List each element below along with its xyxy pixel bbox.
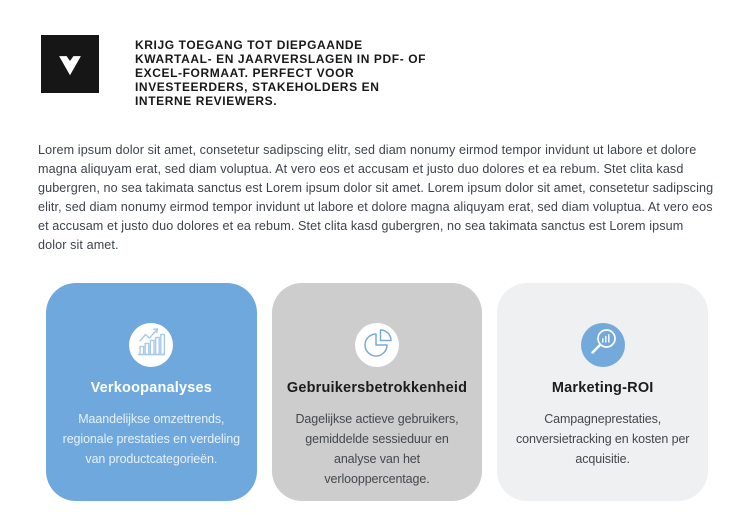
feature-cards-row — [46, 283, 708, 501]
page-title-line: KRIJG TOEGANG TOT DIEPGAANDE — [135, 38, 363, 52]
icon-circle — [129, 323, 173, 367]
icon-circle — [355, 323, 399, 367]
page-header — [0, 0, 750, 108]
logo[interactable] — [41, 35, 99, 93]
card-body: Maandelijkse omzettrends, regionale prestaties en verdeling van productcategorieën. — [62, 412, 241, 466]
intro-paragraph: Lorem ipsum dolor sit amet, consetetur sadipscing elitr, sed diam nonumy eirmod tempor invidunt ut labore et dolore magna aliquyam erat, sed diam voluptua. At vero eos et accusam et justo duo dolores et ea rebum. Stet clita kasd gubergren, no sea takimata sanctus est Lorem ipsum dolor sit amet. Lorem ipsum dolor sit amet, consetetur sadipscing elitr, sed diam nonumy eirmod tempor invidunt ut labore et dolore magna aliquyam erat, sed diam voluptua. At vero eos et accusam et justo duo dolores et ea rebum. Stet clita kasd gubergren, no sea takimata sanctus est Lorem ipsum dolor sit amet. — [38, 143, 714, 252]
page-title-line: INTERNE REVIEWERS. — [135, 94, 278, 108]
icon-circle — [581, 323, 625, 367]
card-marketing-roi[interactable] — [497, 283, 708, 501]
magnifier-chart-icon — [581, 321, 625, 370]
card-verkoopanalyses[interactable] — [46, 283, 257, 501]
v-mark-icon — [53, 47, 87, 81]
card-title: Verkoopanalyses — [90, 380, 213, 396]
page-title-line: KWARTAAL- EN JAARVERSLAGEN IN PDF- OF — [135, 52, 427, 66]
card-title: Marketing-ROI — [551, 380, 654, 396]
page-title-line: INVESTEERDERS, STAKEHOLDERS EN — [135, 80, 380, 94]
card-body: Dagelijkse actieve gebruikers, gemiddelde sessieduur en analyse van het verlooppercentage. — [295, 412, 459, 486]
pie-chart-icon — [355, 321, 399, 370]
card-body: Campagneprestaties, conversietracking en kosten per acquisitie. — [515, 412, 690, 466]
card-title: Gebruikersbetrokkenheid — [286, 380, 468, 396]
card-gebruikersbetrokkenheid[interactable] — [272, 283, 483, 501]
page-title — [135, 35, 426, 108]
page-title-line: EXCEL-FORMAAT. PERFECT VOOR — [135, 66, 355, 80]
bar-chart-icon — [129, 321, 173, 370]
